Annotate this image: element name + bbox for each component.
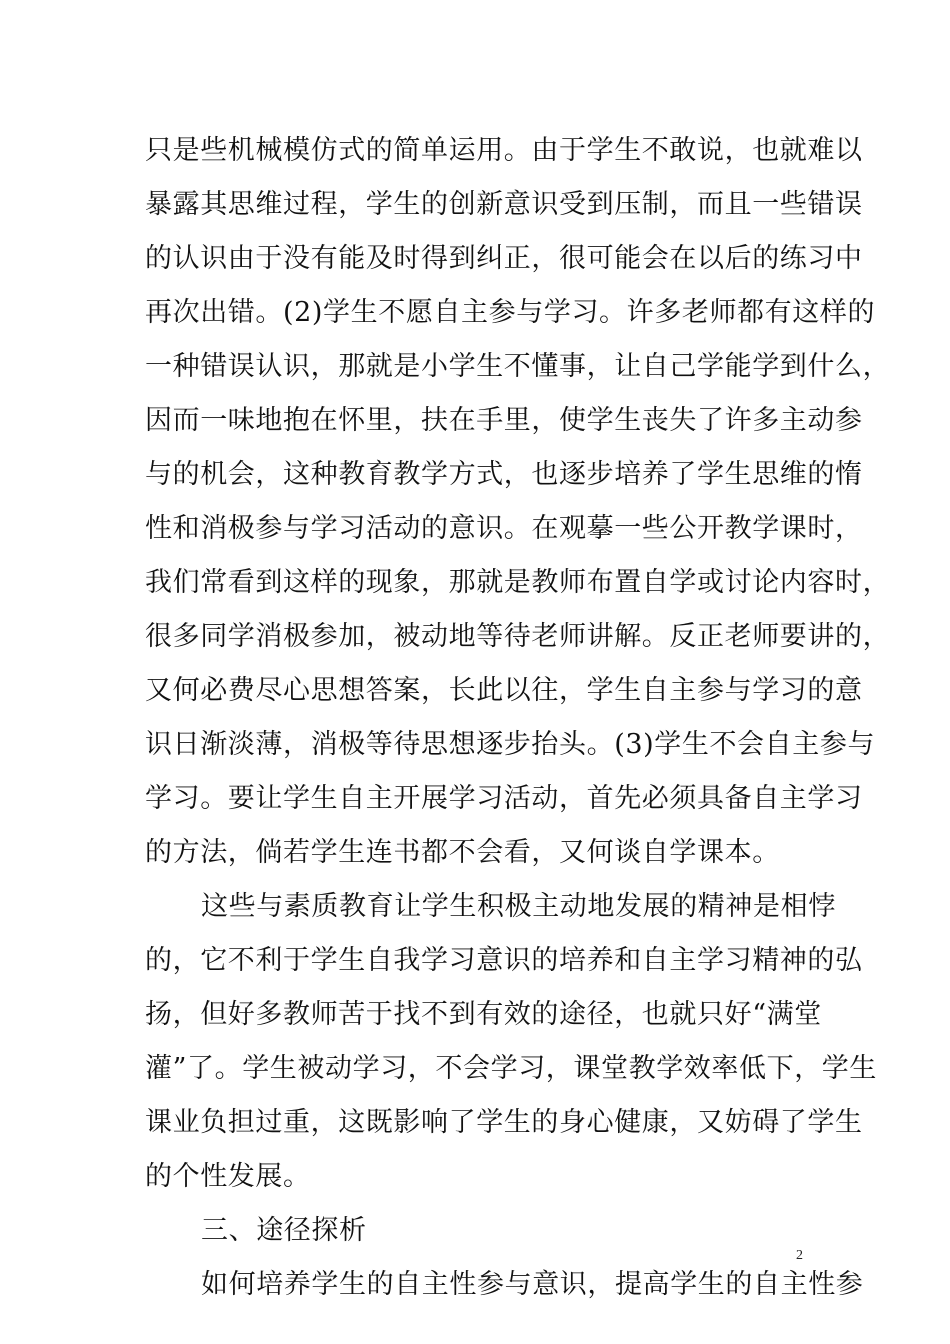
text-line: 再次出错。(2)学生不愿自主参与学习。许多老师都有这样的 bbox=[145, 297, 876, 328]
text-line: 课业负担过重，这既影响了学生的身心健康，又妨碍了学生 bbox=[145, 1107, 863, 1138]
text-line: 的方法，倘若学生连书都不会看，又何谈自学课本。 bbox=[145, 837, 780, 868]
paragraph-start-line: 这些与素质教育让学生积极主动地发展的精神是相悖 bbox=[201, 891, 836, 922]
text-line: 识日渐淡薄，消极等待思想逐步抬头。(3)学生不会自主参与 bbox=[145, 729, 876, 760]
text-line: 因而一味地抱在怀里，扶在手里，使学生丧失了许多主动参 bbox=[145, 405, 863, 436]
text-line: 又何必费尽心思想答案，长此以往，学生自主参与学习的意 bbox=[145, 675, 863, 706]
text-line: 我们常看到这样的现象，那就是教师布置自学或讨论内容时， bbox=[145, 567, 891, 598]
text-line: 的认识由于没有能及时得到纠正，很可能会在以后的练习中 bbox=[145, 243, 863, 274]
text-line: 很多同学消极参加，被动地等待老师讲解。反正老师要讲的， bbox=[145, 621, 891, 652]
text-line: 的，它不利于学生自我学习意识的培养和自主学习精神的弘 bbox=[145, 945, 863, 976]
text-line: 与的机会，这种教育教学方式，也逐步培养了学生思维的惰 bbox=[145, 459, 863, 490]
text-line: 一种错误认识，那就是小学生不懂事，让自己学能学到什么， bbox=[145, 351, 891, 382]
body-text bbox=[145, 124, 891, 1312]
text-line: 扬，但好多教师苦于找不到有效的途径，也就只好“满堂 bbox=[145, 999, 822, 1030]
text-line: 性和消极参与学习活动的意识。在观摹一些公开教学课时， bbox=[145, 513, 863, 544]
text-line: 暴露其思维过程，学生的创新意识受到压制，而且一些错误 bbox=[145, 189, 863, 220]
text-line: 灌”了。学生被动学习，不会学习，课堂教学效率低下，学生 bbox=[145, 1053, 878, 1084]
paragraph-start-line: 如何培养学生的自主性参与意识，提高学生的自主性参 bbox=[201, 1269, 864, 1300]
page-number: 2 bbox=[796, 1248, 803, 1263]
text-line: 学习。要让学生自主开展学习活动，首先必须具备自主学习 bbox=[145, 783, 863, 814]
text-line: 只是些机械模仿式的简单运用。由于学生不敢说，也就难以 bbox=[145, 135, 863, 166]
section-heading: 三、途径探析 bbox=[201, 1215, 367, 1246]
text-line: 的个性发展。 bbox=[145, 1161, 311, 1192]
